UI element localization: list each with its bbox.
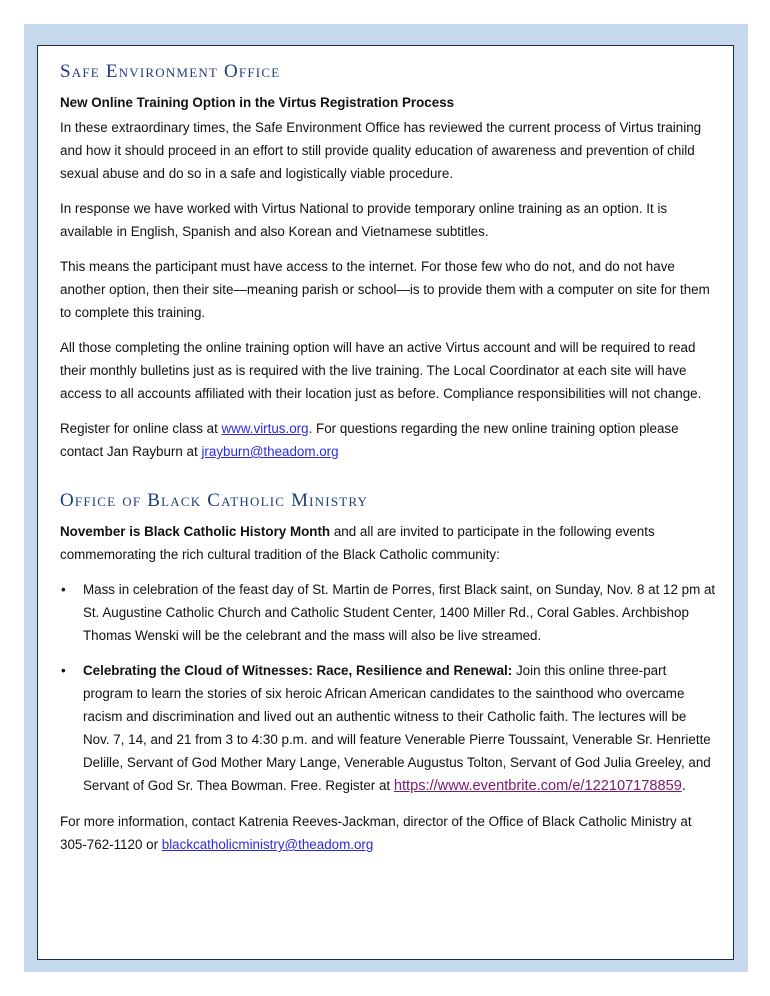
paragraph-2: In response we have worked with Virtus National to provide temporary online training as an option. It is available in English, Spanish and also Korean and Vietnamese subtitles.: [60, 201, 668, 239]
content-panel: [37, 45, 734, 960]
virtus-link[interactable]: www.virtus.org: [221, 421, 309, 436]
program-text: Join this online three-part program to learn the stories of six heroic African American candidates to the sainthood who overcame racism and discrimination and lived out an authentic witness to their Catholic faith. The lectures will be Nov. 7, 14, and 21 from 3 to 4:30 p.m. and will feature Venerable Pierre Toussaint, Venerable Sr. Henriette Delille, Servant of God Mother Mary Lange, Venerable Augustus Tolton, Servant of God Julia Greeley, and Servant of God Sr. Thea Bowman. Free. Register at: [83, 663, 711, 793]
intro-bold: November is Black Catholic History Month: [60, 524, 331, 539]
paragraph-3: This means the participant must have access to the internet. For those few who do not, and do not have another option, then their site—meaning parish or school—is to provide them with a computer on site for them to complete this training.: [60, 259, 710, 320]
bullet-icon: •: [61, 582, 66, 597]
list-item: [61, 578, 716, 647]
contact-paragraph: [60, 810, 716, 856]
safe-environment-heading: Safe Environment Office: [60, 61, 281, 82]
program-end: .: [681, 778, 686, 794]
ministry-email-link[interactable]: blackcatholicministry@theadom.org: [161, 837, 374, 852]
rayburn-email-link[interactable]: jrayburn@theadom.org: [201, 444, 339, 459]
mass-event-text: Mass in celebration of the feast day of St. Martin de Porres, first Black saint, on Sunday, Nov. 8 at 12 pm at St. Augustine Catholic Church and Catholic Student Center, 1400 Miller Rd., Coral Gables. Archbishop Thomas Wenski will be the celebrant and the mass will also be live streamed.: [83, 582, 716, 643]
list-item: [61, 659, 716, 798]
events-list: [60, 578, 716, 798]
bullet-icon: •: [61, 663, 66, 678]
paragraph-4: All those completing the online training option will have an active Virtus account and will be required to read their monthly bulletins just as is required with the live training. The Local Coordinator at each site will have access to all accounts affiliated with their location just as before. Compliance responsibilities will not change.: [60, 340, 702, 401]
content-body: [60, 60, 716, 868]
program-title: Celebrating the Cloud of Witnesses: Race, Resilience and Renewal:: [83, 663, 513, 678]
register-text: Register for online class at: [60, 421, 222, 436]
history-month-intro: [60, 520, 716, 566]
training-subheading: New Online Training Option in the Virtus Registration Process: [60, 95, 455, 110]
paragraph-5: [60, 417, 716, 463]
intro-text: and all are invited to participate in the following events commemorating the rich cultural tradition of the Black Catholic community:: [60, 524, 655, 562]
paragraph-1: In these extraordinary times, the Safe Environment Office has reviewed the current process of Virtus training and how it should proceed in an effort to still provide quality education of awareness and prevention of child sexual abuse and do so in a safe and logistically viable procedure.: [60, 120, 702, 181]
eventbrite-link[interactable]: https://www.eventbrite.com/e/122107178859: [393, 778, 682, 794]
black-catholic-heading: Office of Black Catholic Ministry: [60, 490, 369, 511]
questions-text: . For questions regarding the new online training option please contact Jan Rayburn at: [60, 421, 679, 459]
contact-text: For more information, contact Katrenia Reeves-Jackman, director of the Office of Black Catholic Ministry at 305-762-1120 or: [60, 814, 692, 852]
